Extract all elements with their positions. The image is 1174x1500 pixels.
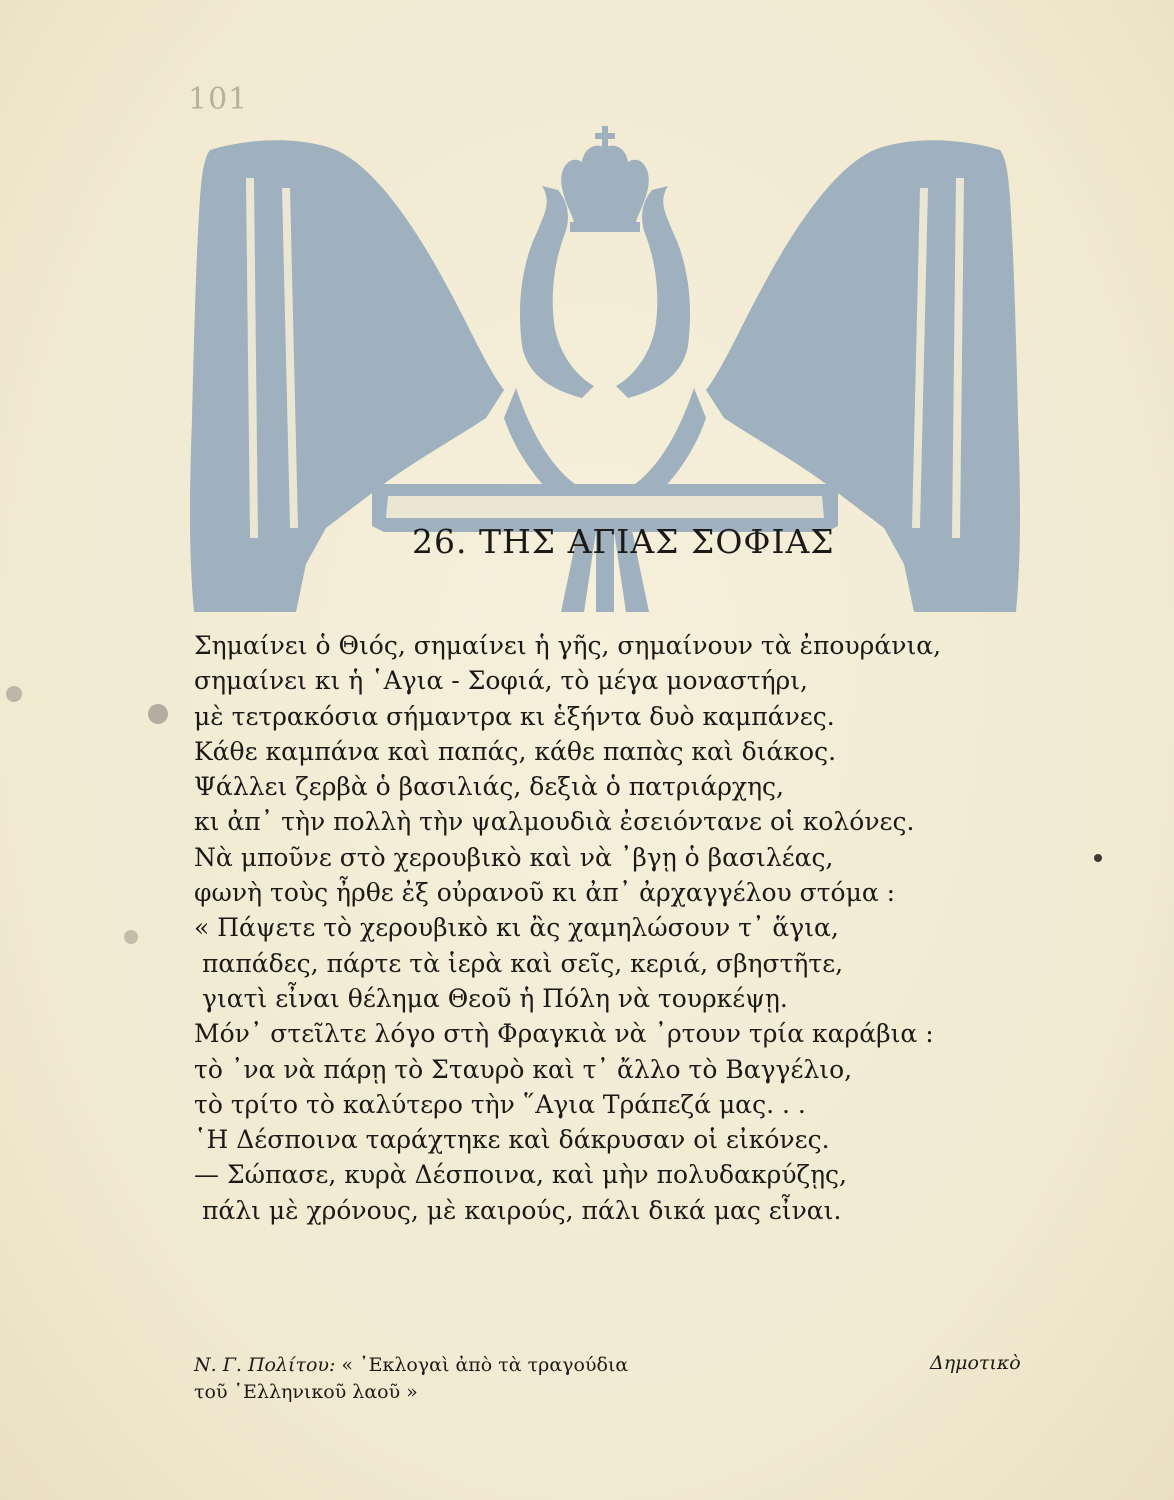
- poem-line: Νὰ μποῦνε στὸ χερουβικὸ καὶ νὰ ᾽βγῃ ὁ βασιλέας,: [194, 842, 834, 872]
- poem-line: Κάθε καμπάνα καὶ παπάς, κάθε παπὰς καὶ διάκος.: [194, 736, 837, 766]
- poem-line: Σημαίνει ὁ Θιός, σημαίνει ἡ γῆς, σημαίνουν τὰ ἐπουράνια,: [194, 631, 942, 660]
- poem-lines: [194, 628, 994, 1228]
- poem-line: — Σώπασε, κυρὰ Δέσποινα, καὶ μὴν πολυδακρύζῃς,: [194, 1160, 847, 1190]
- source-line-2: τοῦ ῾Ελληνικοῦ λαοῦ »: [194, 1381, 418, 1403]
- poem-line: γιατὶ εἶναι θέλημα Θεοῦ ἡ Πόλη νὰ τουρκέψῃ.: [202, 983, 788, 1013]
- genre-label: Δημοτικὸ: [930, 1352, 1021, 1374]
- paper-spot: [6, 686, 22, 702]
- poem-line: παπάδες, πάρτε τὰ ἱερὰ καὶ σεῖς, κεριά, σβηστῆτε,: [202, 948, 844, 978]
- poem-line: Μόν᾽ στεῖλτε λόγο στὴ Φραγκιὰ νὰ ᾽ρτουν τρία καράβια :: [194, 1019, 934, 1049]
- page-number: 101: [188, 82, 249, 117]
- poem-line: μὲ τετρακόσια σήμαντρα κι ἑξήντα δυὸ καμπάνες.: [194, 701, 835, 731]
- source-author: Ν. Γ. Πολίτου:: [194, 1354, 336, 1376]
- paper-spot: [124, 930, 138, 944]
- poem-line: σημαίνει κι ἡ ῾Αγια - Σοφιά, τὸ μέγα μοναστήρι,: [194, 666, 809, 696]
- paper-spot: [1094, 854, 1102, 862]
- poem-line: ῾Η Δέσποινα ταράχτηκε καὶ δάκρυσαν οἱ εἰκόνες.: [194, 1125, 830, 1155]
- poem-line: πάλι μὲ χρόνους, μὲ καιρούς, πάλι δικά μας εἶναι.: [202, 1195, 842, 1225]
- poem-line: τὸ ᾽να νὰ πάρῃ τὸ Σταυρὸ καὶ τ᾽ ἄλλο τὸ Βαγγέλιο,: [194, 1054, 853, 1084]
- paper-spot: [148, 704, 168, 724]
- source-work-title: « ᾽Εκλογαὶ ἀπὸ τὰ τραγούδια: [335, 1354, 629, 1376]
- source-citation: [194, 1352, 628, 1406]
- poem-line: Ψάλλει ζερβὰ ὁ βασιλιάς, δεξιὰ ὁ πατριάρχης,: [194, 772, 785, 802]
- poem-line: τὸ τρίτο τὸ καλύτερο τὴν ῞Αγια Τράπεζά μας. . .: [194, 1089, 806, 1119]
- source-line-1: [194, 1352, 628, 1379]
- poem-line: κι ἀπ᾽ τὴν πολλὴ τὴν ψαλμουδιὰ ἐσειόντανε οἱ κολόνες.: [194, 807, 915, 837]
- poem-title: 26. ΤΗΣ ΑΓΙΑΣ ΣΟΦΙΑΣ: [412, 522, 835, 561]
- poem-line: « Πάψετε τὸ χερουβικὸ κι ἂς χαμηλώσουν τ᾽ ἅγια,: [194, 913, 839, 943]
- poem-line: φωνὴ τοὺς ἦρθε ἐξ οὐρανοῦ κι ἀπ᾽ ἀρχαγγέλου στόμα :: [194, 878, 896, 908]
